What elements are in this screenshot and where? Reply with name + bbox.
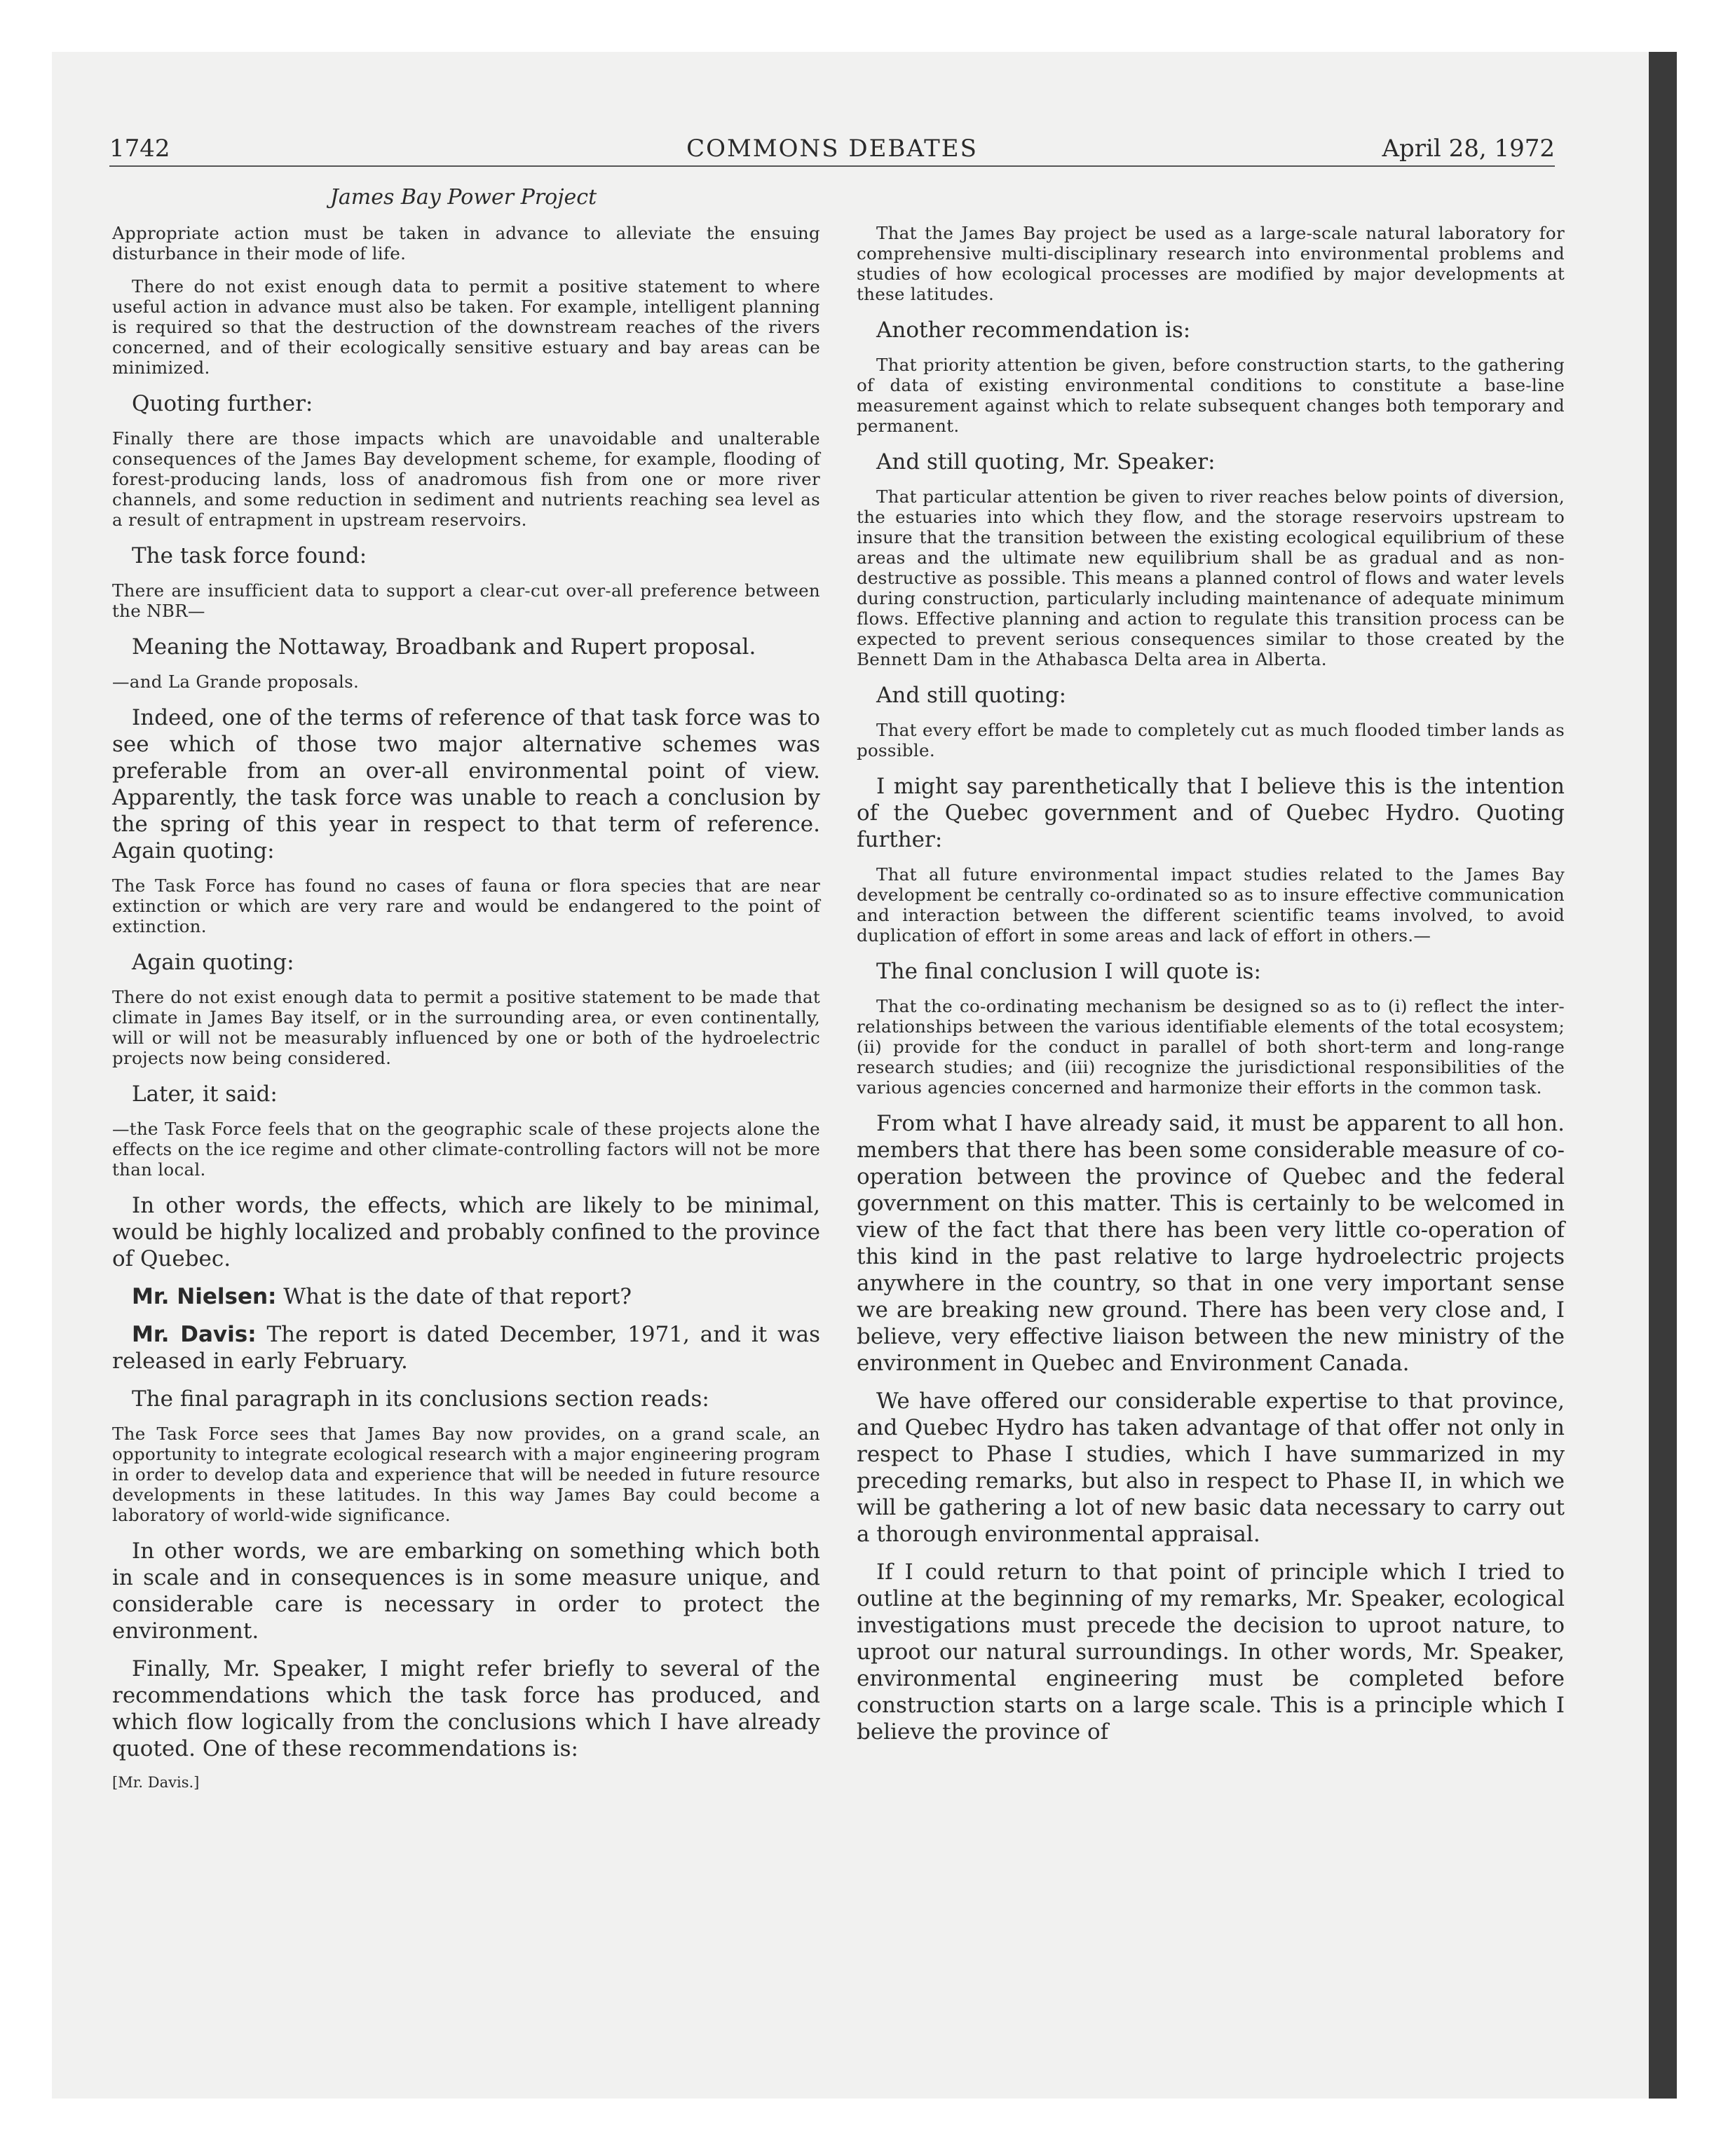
speech-text: The report is dated December, 1971, and it was released in early February.: [112, 1322, 820, 1374]
speech-text: What is the date of that report?: [276, 1284, 632, 1309]
body-paragraph: The final paragraph in its conclusions section reads:: [132, 1386, 709, 1412]
quoted-passage: Appropriate action must be taken in advance to alleviate the ensuing disturbance in their mode of life.: [112, 223, 820, 264]
quoted-passage: There are insufficient data to support a clear-cut over-all preference between the NBR—: [112, 580, 820, 621]
quoted-passage: Finally there are those impacts which are unavoidable and unalterable consequences of the James Bay development scheme, for example, flooding of forest-producing lands, loss of anadromous fish from one or more river channels, and some reduction in sediment and nutrients reaching sea level as a result of entrapment in upstream reservoirs.: [112, 428, 820, 530]
body-paragraph: Again quoting:: [132, 950, 294, 975]
quoted-passage: The Task Force sees that James Bay now provides, on a grand scale, an opportunity to integrate ecological research with a major engineering program in order to develop data and experience that will be needed in future resource developments in these latitudes. In this way James Bay could become a laboratory of world-wide significance.: [112, 1424, 820, 1525]
quoted-passage: The Task Force has found no cases of fauna or flora species that are near extinction or which are very rare and would be endangered to the point of extinction.: [112, 875, 820, 936]
body-paragraph: Indeed, one of the terms of reference of that task force was to see which of those two major alternative schemes was preferable from an over-all environmental point of view. Apparently, the task force was unable to reach a conclusion by the spring of this year in respect to that term of reference. Again quoting:: [112, 705, 820, 864]
quoted-passage: That all future environmental impact studies related to the James Bay development be centrally co-ordinated so as to insure effective communication and interaction between the different scientific teams involved, to avoid duplication of effort in some areas and lack of effort in others.—: [857, 864, 1565, 946]
sitting-date: April 28, 1972: [1382, 135, 1555, 163]
quoted-passage: There do not exist enough data to permit a positive statement to where useful action in advance must also be taken. For example, intelligent planning is required so that the destruction of the downstream reaches of the rivers concerned, and of their ecologically sensitive estuary and bay areas can be minimized.: [112, 276, 820, 378]
quoted-passage: There do not exist enough data to permit a positive statement to be made that climate in James Bay itself, or in the surrounding area, or even continentally, will or will not be measurably influenced by one or both of the hydroelectric projects now being considered.: [112, 987, 820, 1068]
body-paragraph: I might say parenthetically that I believe this is the intention of the Quebec government and of Quebec Hydro. Quoting further:: [857, 774, 1565, 852]
body-paragraph: In other words, we are embarking on something which both in scale and in consequences is in some measure unique, and considerable care is necessary in order to protect the environment.: [112, 1538, 820, 1644]
body-paragraph: And still quoting, Mr. Speaker:: [876, 449, 1216, 475]
section-heading: James Bay Power Project: [329, 185, 597, 210]
speaker-name: Mr. Nielsen:: [132, 1284, 277, 1309]
quoted-passage: —and La Grande proposals.: [112, 671, 360, 692]
speaker-attribution: [Mr. Davis.]: [112, 1774, 200, 1791]
quoted-passage: That every effort be made to completely cut as much flooded timber lands as possible.: [857, 720, 1565, 760]
body-paragraph: Later, it said:: [132, 1082, 278, 1107]
quoted-passage: That particular attention be given to river reaches below points of diversion, the estuaries into which they flow, and the storage reservoirs upstream to insure that the transition between the existing ecological equilibrium of these areas and the ultimate new equilibrium shall be as gradual and as non-destructive as possible. This means a planned control of flows and water levels during construction, particularly including maintenance of adequate minimum flows. Effective planning and action to regulate this transition process can be expected to prevent serious consequences similar to those created by the Bennett Dam in the Athabasca Delta area in Alberta.: [857, 486, 1565, 669]
body-paragraph: We have offered our considerable expertise to that province, and Quebec Hydro has taken advantage of that offer not only in respect to Phase I studies, which I have summarized in my preceding remarks, but also in respect to Phase II, in which we will be gathering a lot of new basic data necessary to carry out a thorough environmental appraisal.: [857, 1389, 1565, 1547]
running-header: [109, 133, 1555, 167]
body-paragraph: The final conclusion I will quote is:: [876, 959, 1261, 984]
speaker-name: Mr. Davis:: [132, 1322, 257, 1347]
body-paragraph: From what I have already said, it must be apparent to all hon. members that there has been some considerable measure of co-operation between the province of Quebec and the federal government on this matter. This is certainly to be welcomed in view of the fact that there has been very little co-operation of this kind in the past relative to large hydroelectric projects anywhere in the country, so that in one very important sense we are breaking new ground. There has been very close and, I believe, very effective liaison between the new ministry of the environment in Quebec and Environment Canada.: [857, 1111, 1565, 1376]
quoted-passage: That the James Bay project be used as a large-scale natural laboratory for comprehensive multi-disciplinary research into environmental problems and studies of how ecological processes are modified by major developments at these latitudes.: [857, 223, 1565, 304]
speech-paragraph: [112, 1321, 820, 1374]
quoted-passage: —the Task Force feels that on the geographic scale of these projects alone the effects on the ice regime and other climate-controlling factors will not be more than local.: [112, 1119, 820, 1180]
body-paragraph: If I could return to that point of principle which I tried to outline at the beginning of my remarks, Mr. Speaker, ecological investigations must precede the decision to uproot nature, to uproot our natural surroundings. In other words, Mr. Speaker, environmental engineering must be completed before construction starts on a large scale. This is a principle which I believe the province of: [857, 1560, 1565, 1745]
body-paragraph: Quoting further:: [132, 391, 313, 416]
page-number: 1742: [109, 135, 170, 163]
body-paragraph: Another recommendation is:: [876, 318, 1191, 343]
quoted-passage: That priority attention be given, before construction starts, to the gathering of data of existing environmental conditions to constitute a base-line measurement against which to relate subsequent changes both temporary and permanent.: [857, 355, 1565, 436]
body-paragraph: Meaning the Nottaway, Broadbank and Rupert proposal.: [132, 634, 756, 660]
scan-edge-shadow: [1649, 52, 1677, 2099]
right-column: [857, 223, 1565, 1756]
body-paragraph: In other words, the effects, which are likely to be minimal, would be highly localized and probably confined to the province of Quebec.: [112, 1193, 820, 1271]
body-paragraph: And still quoting:: [876, 683, 1067, 708]
quoted-passage: That the co-ordinating mechanism be designed so as to (i) reflect the inter-relationships between the various identifiable elements of the total ecosystem; (ii) provide for the conduct in parallel of both short-term and long-range research studies; and (iii) recognize the jurisdictional responsibilities of the various agencies concerned and harmonize their efforts in the common task.: [857, 996, 1565, 1098]
body-paragraph: Finally, Mr. Speaker, I might refer briefly to several of the recommendations which the task force has produced, and which flow logically from the conclusions which I have already quoted. One of these recommendations is:: [112, 1656, 820, 1761]
speech-paragraph: [112, 1283, 820, 1310]
left-column: [112, 223, 820, 1792]
body-paragraph: The task force found:: [132, 543, 367, 568]
publication-title: COMMONS DEBATES: [686, 135, 978, 163]
